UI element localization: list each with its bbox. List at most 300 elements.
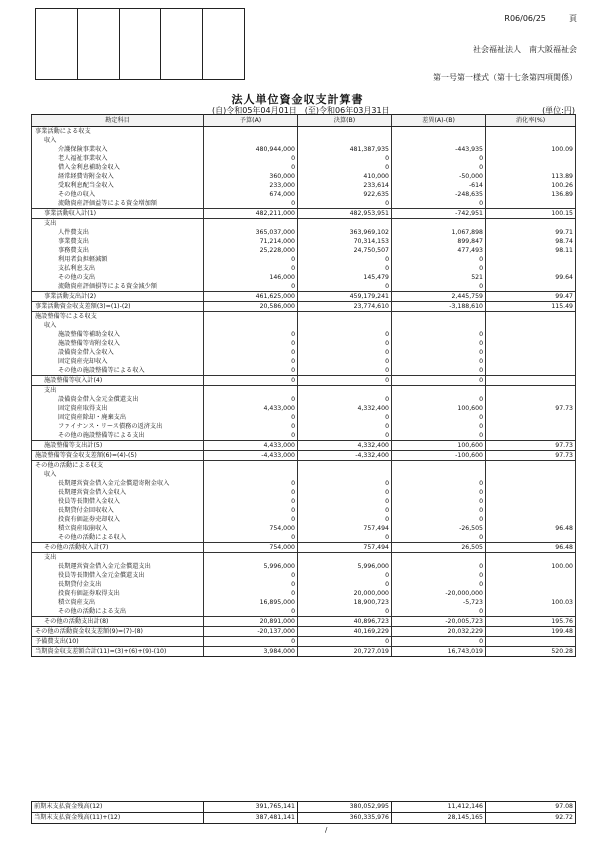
table-row <box>32 302 576 312</box>
actual-cell: 24,750,507 <box>298 246 392 255</box>
difference-cell: 0 <box>392 506 486 515</box>
budget-cell: 0 <box>204 330 298 339</box>
actual-cell <box>298 312 392 322</box>
col-header-rate: 消化率(%) <box>486 115 576 127</box>
rate-cell: 100.03 <box>486 598 576 607</box>
account-cell: 当期資金収支差額合計(11)=(3)+(6)+(9)-(10) <box>32 647 204 657</box>
account-cell: 設備資金借入金収入 <box>32 348 204 357</box>
account-cell: 投資有価証券売却収入 <box>32 515 204 524</box>
account-cell: 施設整備等による収支 <box>32 312 204 322</box>
difference-cell: 0 <box>392 571 486 580</box>
difference-cell: 0 <box>392 488 486 497</box>
rate-cell: 97.08 <box>486 802 576 813</box>
difference-cell <box>392 321 486 330</box>
budget-cell: 0 <box>204 199 298 209</box>
rate-cell: 100.09 <box>486 145 576 154</box>
actual-cell: 0 <box>298 571 392 580</box>
budget-cell: 482,211,000 <box>204 209 298 219</box>
actual-cell: 0 <box>298 637 392 647</box>
rate-cell <box>486 580 576 589</box>
actual-cell: 0 <box>298 488 392 497</box>
account-cell: 固定資産売却収入 <box>32 357 204 366</box>
budget-cell: 146,000 <box>204 273 298 282</box>
rate-cell: 520.28 <box>486 647 576 657</box>
stamp-box <box>161 9 203 79</box>
rate-cell: 99.64 <box>486 273 576 282</box>
table-row <box>32 339 576 348</box>
difference-cell: 899,847 <box>392 237 486 246</box>
table-row <box>32 580 576 589</box>
actual-cell: 70,314,153 <box>298 237 392 246</box>
budget-cell: -4,433,000 <box>204 451 298 461</box>
account-cell: 利用者負担軽減額 <box>32 255 204 264</box>
table-row <box>32 348 576 357</box>
rate-cell <box>486 395 576 404</box>
account-cell: 介護保険事業収入 <box>32 145 204 154</box>
budget-cell: 0 <box>204 533 298 543</box>
difference-cell <box>392 553 486 563</box>
budget-cell: 0 <box>204 154 298 163</box>
rate-cell <box>486 470 576 479</box>
difference-cell <box>392 312 486 322</box>
difference-cell: -100,600 <box>392 451 486 461</box>
table-row <box>32 154 576 163</box>
rate-cell <box>486 497 576 506</box>
budget-cell <box>204 461 298 471</box>
rate-cell <box>486 348 576 357</box>
actual-cell: 0 <box>298 255 392 264</box>
table-row <box>32 488 576 497</box>
actual-cell: 18,900,723 <box>298 598 392 607</box>
rate-cell <box>486 264 576 273</box>
table-row <box>32 479 576 488</box>
rate-cell: 97.73 <box>486 441 576 451</box>
table-row <box>32 172 576 181</box>
difference-cell: 26,505 <box>392 543 486 553</box>
budget-cell: 0 <box>204 255 298 264</box>
rate-cell: 100.15 <box>486 209 576 219</box>
table-row <box>32 237 576 246</box>
budget-cell: 4,433,000 <box>204 441 298 451</box>
account-cell: その他の活動による支出 <box>32 607 204 617</box>
rate-cell: 98.11 <box>486 246 576 255</box>
account-cell: 固定資産取得支出 <box>32 404 204 413</box>
rate-cell <box>486 589 576 598</box>
difference-cell: 100,600 <box>392 441 486 451</box>
page-label: 頁 <box>569 14 577 23</box>
table-row <box>32 404 576 413</box>
actual-cell: 20,727,019 <box>298 647 392 657</box>
budget-cell: 0 <box>204 497 298 506</box>
organization-name: 社会福祉法人 南大阪福祉会 <box>473 45 577 54</box>
actual-cell: 0 <box>298 580 392 589</box>
difference-cell: 0 <box>392 562 486 571</box>
table-row <box>32 431 576 441</box>
difference-cell: -3,188,610 <box>392 302 486 312</box>
budget-cell: 0 <box>204 488 298 497</box>
difference-cell <box>392 461 486 471</box>
table-row <box>32 199 576 209</box>
rate-cell: 97.73 <box>486 404 576 413</box>
rate-cell: 99.71 <box>486 228 576 237</box>
table-row <box>32 163 576 172</box>
budget-cell: 0 <box>204 413 298 422</box>
budget-cell: 0 <box>204 366 298 376</box>
actual-cell: 233,614 <box>298 181 392 190</box>
stamp-box <box>203 9 244 79</box>
account-cell: その他の活動資金収支差額(9)=(7)-(8) <box>32 627 204 637</box>
table-row <box>32 637 576 647</box>
table-row <box>32 627 576 637</box>
actual-cell: 0 <box>298 607 392 617</box>
table-row <box>32 497 576 506</box>
budget-cell: 0 <box>204 431 298 441</box>
actual-cell: 0 <box>298 330 392 339</box>
difference-cell: 100,600 <box>392 404 486 413</box>
table-row <box>32 543 576 553</box>
rate-cell <box>486 154 576 163</box>
actual-cell: 0 <box>298 282 392 292</box>
budget-cell: 0 <box>204 515 298 524</box>
budget-cell: 0 <box>204 637 298 647</box>
budget-cell: 0 <box>204 163 298 172</box>
budget-cell: 0 <box>204 348 298 357</box>
print-date: R06/06/25 <box>504 14 546 23</box>
difference-cell: 0 <box>392 479 486 488</box>
budget-cell: 0 <box>204 580 298 589</box>
account-cell: その他の活動支出計(8) <box>32 617 204 627</box>
difference-cell: 16,743,019 <box>392 647 486 657</box>
table-row <box>32 524 576 533</box>
account-cell: 長期運営資金借入金収入 <box>32 488 204 497</box>
actual-cell: 0 <box>298 533 392 543</box>
rate-cell: 96.48 <box>486 543 576 553</box>
rate-cell <box>486 366 576 376</box>
approval-stamp-boxes <box>35 8 245 80</box>
table-row <box>32 562 576 571</box>
difference-cell: 0 <box>392 395 486 404</box>
budget-cell <box>204 553 298 563</box>
budget-cell <box>204 136 298 145</box>
account-cell: その他の支出 <box>32 273 204 282</box>
difference-cell: 20,032,229 <box>392 627 486 637</box>
account-cell: 受取利息配当金収入 <box>32 181 204 190</box>
actual-cell: -4,332,400 <box>298 451 392 461</box>
difference-cell: 0 <box>392 376 486 386</box>
rate-cell <box>486 461 576 471</box>
col-header-budget: 予算(A) <box>204 115 298 127</box>
budget-cell: 0 <box>204 357 298 366</box>
rate-cell: 100.00 <box>486 562 576 571</box>
form-number: 第一号第一様式（第十七条第四項関係） <box>433 73 577 82</box>
rate-cell: 99.47 <box>486 292 576 302</box>
actual-cell: 0 <box>298 515 392 524</box>
table-row <box>32 506 576 515</box>
difference-cell <box>392 219 486 229</box>
account-cell: 施設整備等補助金収入 <box>32 330 204 339</box>
budget-cell: 5,996,000 <box>204 562 298 571</box>
difference-cell: 2,445,759 <box>392 292 486 302</box>
table-row <box>32 273 576 282</box>
rate-cell <box>486 488 576 497</box>
rate-cell <box>486 321 576 330</box>
actual-cell: 0 <box>298 339 392 348</box>
actual-cell: 145,479 <box>298 273 392 282</box>
budget-cell: 0 <box>204 506 298 515</box>
actual-cell: 360,335,976 <box>298 813 392 824</box>
difference-cell: -50,000 <box>392 172 486 181</box>
table-row <box>32 386 576 396</box>
difference-cell: 28,145,165 <box>392 813 486 824</box>
actual-cell: 0 <box>298 366 392 376</box>
table-row <box>32 219 576 229</box>
budget-cell <box>204 219 298 229</box>
table-row <box>32 136 576 145</box>
rate-cell <box>486 163 576 172</box>
actual-cell <box>298 461 392 471</box>
actual-cell: 0 <box>298 479 392 488</box>
balance-table <box>31 801 576 824</box>
actual-cell: 0 <box>298 413 392 422</box>
actual-cell <box>298 553 392 563</box>
rate-cell <box>486 282 576 292</box>
difference-cell <box>392 470 486 479</box>
account-cell: 長期運営資金借入金元金償還支出 <box>32 562 204 571</box>
budget-cell: 233,000 <box>204 181 298 190</box>
table-row <box>32 246 576 255</box>
col-header-difference: 差異(A)-(B) <box>392 115 486 127</box>
rate-cell <box>486 312 576 322</box>
account-cell: 支払利息支出 <box>32 264 204 273</box>
budget-cell: 0 <box>204 376 298 386</box>
budget-cell <box>204 386 298 396</box>
account-cell: その他の施設整備等による支出 <box>32 431 204 441</box>
budget-cell: 0 <box>204 479 298 488</box>
rate-cell: 100.26 <box>486 181 576 190</box>
rate-cell <box>486 479 576 488</box>
rate-cell: 92.72 <box>486 813 576 824</box>
table-row <box>32 264 576 273</box>
account-cell: 長期運営資金借入金元金償還寄附金収入 <box>32 479 204 488</box>
actual-cell: 481,387,935 <box>298 145 392 154</box>
account-cell: 収入 <box>32 470 204 479</box>
cash-flow-table <box>31 114 576 657</box>
actual-cell: 0 <box>298 376 392 386</box>
actual-cell: 4,332,400 <box>298 404 392 413</box>
difference-cell: 0 <box>392 163 486 172</box>
difference-cell: 1,067,898 <box>392 228 486 237</box>
account-cell: その他の活動収入計(7) <box>32 543 204 553</box>
rate-cell <box>486 533 576 543</box>
actual-cell: 0 <box>298 163 392 172</box>
budget-cell: -20,137,000 <box>204 627 298 637</box>
actual-cell: 757,494 <box>298 543 392 553</box>
difference-cell: 0 <box>392 422 486 431</box>
account-cell: 支出 <box>32 386 204 396</box>
account-cell: 事業活動による収支 <box>32 127 204 137</box>
difference-cell <box>392 136 486 145</box>
difference-cell: -443,935 <box>392 145 486 154</box>
actual-cell: 757,494 <box>298 524 392 533</box>
budget-cell: 754,000 <box>204 524 298 533</box>
rate-cell <box>486 607 576 617</box>
table-row <box>32 413 576 422</box>
actual-cell: 380,052,995 <box>298 802 392 813</box>
actual-cell: 482,953,951 <box>298 209 392 219</box>
budget-cell: 0 <box>204 264 298 273</box>
budget-cell: 387,481,141 <box>204 813 298 824</box>
table-row <box>32 451 576 461</box>
table-row <box>32 255 576 264</box>
budget-cell: 16,895,000 <box>204 598 298 607</box>
table-row <box>32 571 576 580</box>
budget-cell <box>204 470 298 479</box>
account-cell: 積立資産取崩収入 <box>32 524 204 533</box>
difference-cell: 0 <box>392 580 486 589</box>
account-cell: 事務費支出 <box>32 246 204 255</box>
actual-cell <box>298 470 392 479</box>
actual-cell: 0 <box>298 357 392 366</box>
account-cell: 人件費支出 <box>32 228 204 237</box>
budget-cell: 0 <box>204 607 298 617</box>
table-row <box>32 607 576 617</box>
table-row <box>32 292 576 302</box>
difference-cell: 0 <box>392 264 486 273</box>
difference-cell: 0 <box>392 366 486 376</box>
table-row <box>32 330 576 339</box>
rate-cell <box>486 386 576 396</box>
difference-cell <box>392 127 486 137</box>
account-cell: 施設整備等収入計(4) <box>32 376 204 386</box>
rate-cell <box>486 339 576 348</box>
budget-cell: 20,586,000 <box>204 302 298 312</box>
actual-cell: 0 <box>298 395 392 404</box>
rate-cell: 113.89 <box>486 172 576 181</box>
account-cell: 借入金利息補助金収入 <box>32 163 204 172</box>
table-row <box>32 190 576 199</box>
rate-cell <box>486 136 576 145</box>
rate-cell: 97.73 <box>486 451 576 461</box>
table-row <box>32 533 576 543</box>
difference-cell <box>392 386 486 396</box>
actual-cell <box>298 386 392 396</box>
rate-cell <box>486 571 576 580</box>
difference-cell: 0 <box>392 357 486 366</box>
account-cell: その他の活動による収支 <box>32 461 204 471</box>
budget-cell <box>204 127 298 137</box>
table-row <box>32 181 576 190</box>
account-cell: 長期貸付金回収収入 <box>32 506 204 515</box>
account-cell: その他の活動による収入 <box>32 533 204 543</box>
budget-cell: 71,214,000 <box>204 237 298 246</box>
budget-cell: 360,000 <box>204 172 298 181</box>
budget-cell: 25,228,000 <box>204 246 298 255</box>
rate-cell <box>486 422 576 431</box>
rate-cell: 98.74 <box>486 237 576 246</box>
table-row <box>32 461 576 471</box>
table-row <box>32 647 576 657</box>
table-row <box>32 515 576 524</box>
difference-cell: 0 <box>392 154 486 163</box>
budget-cell: 20,891,000 <box>204 617 298 627</box>
budget-cell: 461,625,000 <box>204 292 298 302</box>
account-cell: 支出 <box>32 219 204 229</box>
rate-cell <box>486 431 576 441</box>
budget-cell <box>204 312 298 322</box>
rate-cell: 195.76 <box>486 617 576 627</box>
actual-cell: 0 <box>298 497 392 506</box>
account-cell: 予備費支出(10) <box>32 637 204 647</box>
actual-cell: 363,969,102 <box>298 228 392 237</box>
budget-cell: 0 <box>204 282 298 292</box>
difference-cell: 0 <box>392 607 486 617</box>
rate-cell <box>486 330 576 339</box>
account-cell: 積立資産支出 <box>32 598 204 607</box>
difference-cell: 521 <box>392 273 486 282</box>
difference-cell: -248,635 <box>392 190 486 199</box>
rate-cell: 136.89 <box>486 190 576 199</box>
table-row <box>32 376 576 386</box>
rate-cell <box>486 199 576 209</box>
account-cell: 経常経費寄附金収入 <box>32 172 204 181</box>
table-row <box>32 802 576 813</box>
budget-cell: 0 <box>204 422 298 431</box>
difference-cell: 0 <box>392 637 486 647</box>
rate-cell <box>486 413 576 422</box>
table-header-row <box>32 115 576 127</box>
actual-cell: 0 <box>298 348 392 357</box>
actual-cell: 5,996,000 <box>298 562 392 571</box>
table-row <box>32 228 576 237</box>
stamp-box <box>36 9 78 79</box>
table-row <box>32 209 576 219</box>
account-cell: ファイナンス・リース債務の返済支出 <box>32 422 204 431</box>
account-cell: 当期末支払資金残高(11)+(12) <box>32 813 204 824</box>
account-cell: 事業活動資金収支差額(3)=(1)-(2) <box>32 302 204 312</box>
difference-cell: 0 <box>392 497 486 506</box>
difference-cell: 0 <box>392 515 486 524</box>
account-cell: 老人福祉事業収入 <box>32 154 204 163</box>
table-row <box>32 441 576 451</box>
account-cell: 固定資産除却・廃棄支出 <box>32 413 204 422</box>
account-cell: 役員等長期借入金元金償還支出 <box>32 571 204 580</box>
difference-cell: 0 <box>392 348 486 357</box>
table-row <box>32 553 576 563</box>
account-cell: 施設整備等寄附金収入 <box>32 339 204 348</box>
actual-cell: 0 <box>298 264 392 273</box>
budget-cell: 0 <box>204 571 298 580</box>
difference-cell: -20,000,000 <box>392 589 486 598</box>
difference-cell: -742,951 <box>392 209 486 219</box>
table-row <box>32 127 576 137</box>
actual-cell: 0 <box>298 431 392 441</box>
actual-cell: 0 <box>298 422 392 431</box>
table-row <box>32 357 576 366</box>
account-cell: 事業活動支出計(2) <box>32 292 204 302</box>
difference-cell: -26,505 <box>392 524 486 533</box>
account-cell: 投資有価証券取得支出 <box>32 589 204 598</box>
budget-cell: 391,765,141 <box>204 802 298 813</box>
rate-cell: 199.48 <box>486 627 576 637</box>
actual-cell <box>298 219 392 229</box>
budget-cell: 674,000 <box>204 190 298 199</box>
actual-cell <box>298 321 392 330</box>
actual-cell: 4,332,400 <box>298 441 392 451</box>
account-cell: 長期貸付金支出 <box>32 580 204 589</box>
account-cell: 収入 <box>32 321 204 330</box>
account-cell: 流動資産評価益等による資金増加額 <box>32 199 204 209</box>
difference-cell: -614 <box>392 181 486 190</box>
